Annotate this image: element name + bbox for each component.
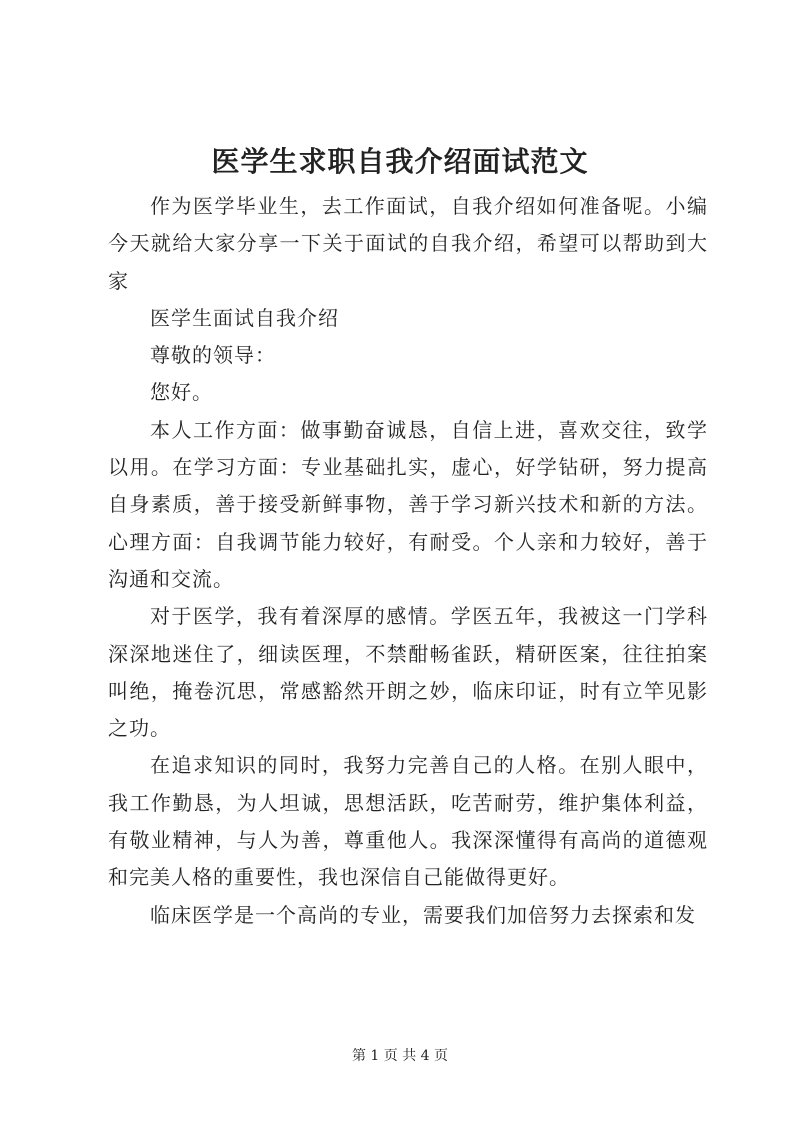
paragraph-salutation: 尊敬的领导： — [150, 343, 276, 368]
paragraph-intro: 作为医学毕业生，去工作面试，自我介绍如何准备呢。小编今天就给大家分享一下关于面试的自我介绍，希望可以帮助到大家 — [108, 194, 708, 293]
paragraph-clinical: 临床医学是一个高尚的专业，需要我们加倍努力去探索和发 — [150, 902, 696, 927]
paragraph-work-study: 本人工作方面：做事勤奋诚恳，自信上进，喜欢交往，致学以用。在学习方面：专业基础扎实，虚心，好学钻研，努力提高自身素质，善于接受新鲜事物，善于学习新兴技术和新的方法。心理方面：自我调节能力较好，有耐受。个人亲和力较好，善于沟通和交流。 — [108, 417, 708, 591]
document-title: 医学生求职自我介绍面试范文 — [211, 145, 589, 178]
page-number-footer: 第 1 页 共 4 页 — [351, 1048, 449, 1064]
paragraph-character: 在追求知识的同时，我努力完善自己的人格。在别人眼中，我工作勤恳，为人坦诚，思想活跃，吃苦耐劳，维护集体利益，有敬业精神，与人为善，尊重他人。我深深懂得有高尚的道德观和完美人格的重要性，我也深信自己能做得更好。 — [108, 753, 708, 890]
paragraph-subheading: 医学生面试自我介绍 — [150, 305, 339, 330]
paragraph-medicine: 对于医学，我有着深厚的感情。学医五年，我被这一门学科深深地迷住了，细读医理，不禁酣畅雀跃，精研医案，往往拍案叫绝，掩卷沉思，常感豁然开朗之妙，临床印证，时有立竿见影之功。 — [108, 604, 708, 741]
paragraph-greeting: 您好。 — [150, 380, 213, 405]
document-body — [108, 188, 708, 934]
